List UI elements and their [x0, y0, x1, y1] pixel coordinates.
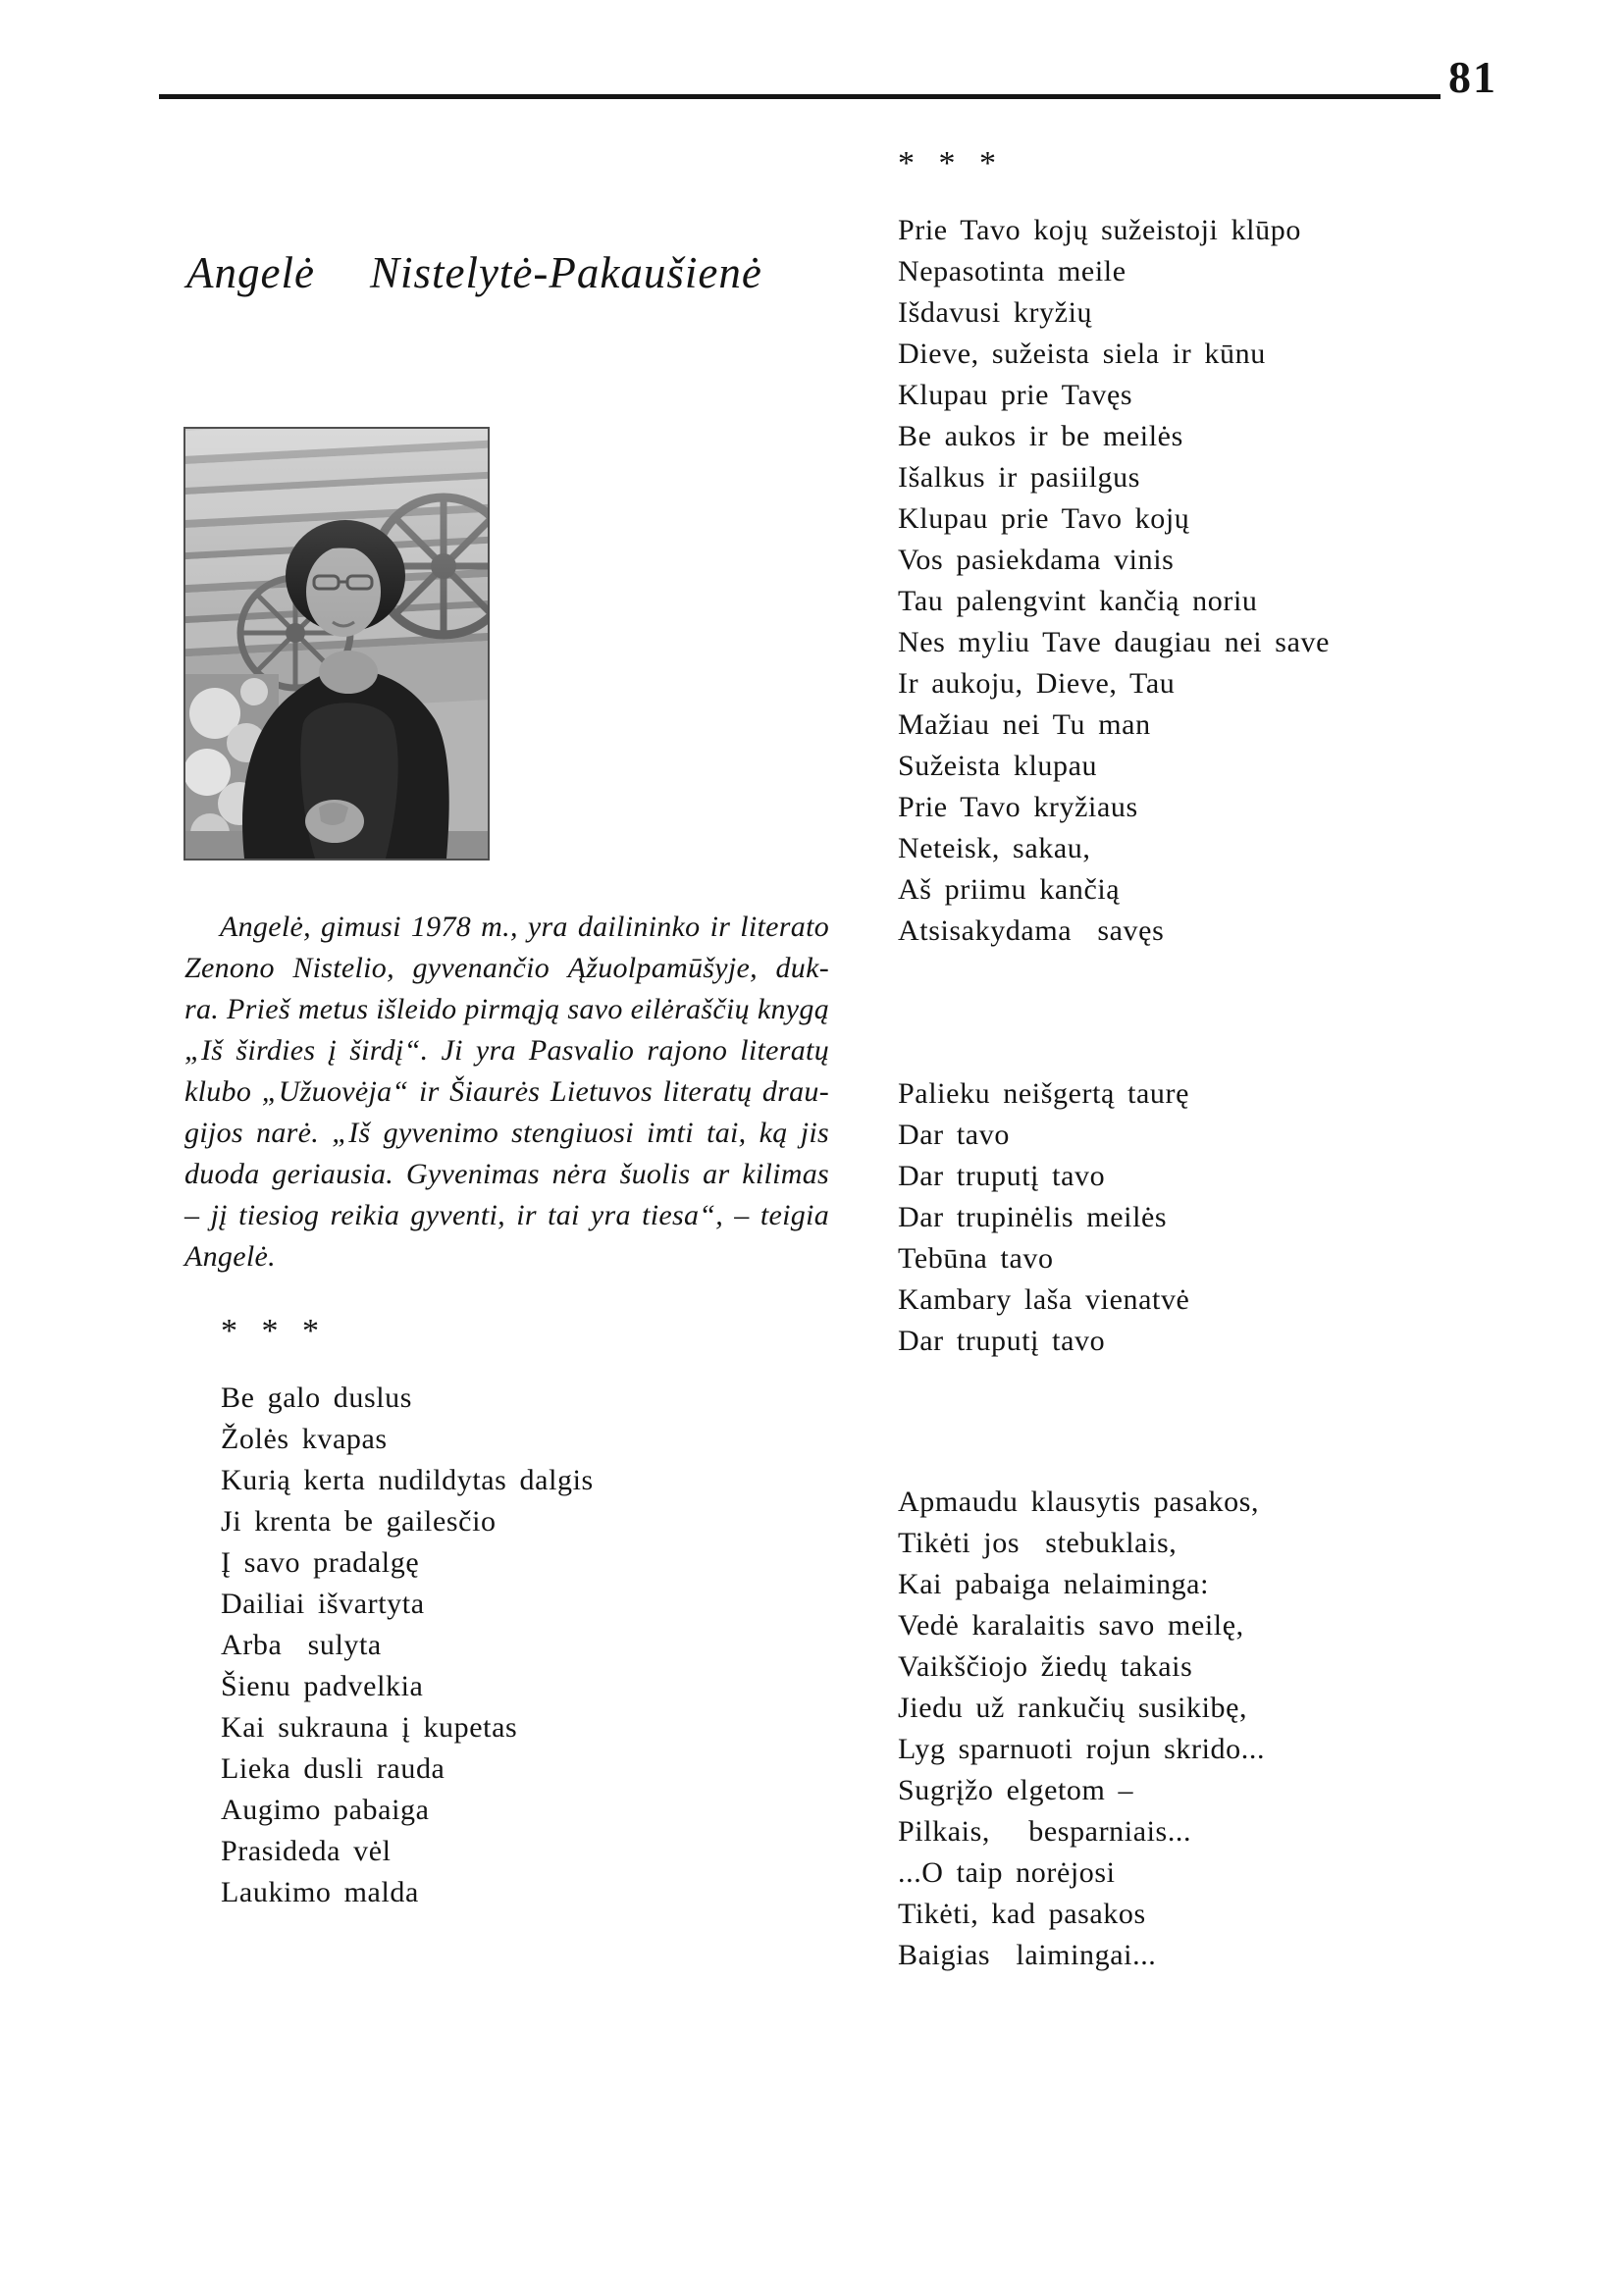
poem-line: Neteisk, sakau, — [898, 832, 1091, 864]
bio-line: ra. Prieš metus išleido pirmąją savo eilėraščių knygą — [184, 993, 829, 1025]
poem-line: Ir aukoju, Dieve, Tau — [898, 667, 1176, 700]
poem-line: Kai pabaiga nelaiminga: — [898, 1568, 1210, 1600]
bio-line: klubo „Užuovėja“ ir Šiaurės Lietuvos literatų drau- — [184, 1075, 829, 1108]
header-rule — [159, 94, 1441, 99]
author-last-name: Nistelytė-Pakaušienė — [369, 248, 762, 297]
poem-line: Dar trupinėlis meilės — [898, 1201, 1168, 1233]
poem-line: Tikėti jos stebuklais, — [898, 1527, 1178, 1559]
poem-line: Šienu padvelkia — [221, 1670, 424, 1702]
poem-line: Į savo pradalgę — [221, 1546, 420, 1579]
bio-line: Angelė, gimusi 1978 m., yra dailininko ir literato — [220, 911, 829, 943]
author-first-name: Angelė — [186, 248, 315, 297]
poem-line: Pilkais, besparniais... — [898, 1815, 1192, 1848]
bio-line: „Iš širdies į širdį“. Ji yra Pasvalio rajono literatų — [184, 1034, 829, 1067]
bio-line: – jį tiesiog reikia gyventi, ir tai yra tiesa“, – teigia — [184, 1199, 829, 1231]
poem-line: Arba sulyta — [221, 1629, 382, 1661]
poem-line: Žolės kvapas — [221, 1423, 388, 1455]
poem-line: Klupau prie Tavęs — [898, 379, 1133, 411]
author-title — [186, 247, 762, 298]
right-poem-stars: * * * — [898, 145, 1004, 182]
poem-line: Dailiai išvartyta — [221, 1588, 425, 1620]
poem-left — [221, 1378, 594, 1913]
poem-line: Laukimo malda — [221, 1876, 419, 1908]
poem-line: Baigias laimingai... — [898, 1939, 1157, 1971]
poem-line: Dar truputį tavo — [898, 1325, 1106, 1357]
poem-line: Augimo pabaiga — [221, 1794, 430, 1826]
poem-line: Dieve, sužeista siela ir kūnu — [898, 338, 1266, 370]
poem-line: Prie Tavo kojų sužeistoji klūpo — [898, 214, 1301, 246]
bio-line: gijos narė. „Iš gyvenimo stengiuosi imti tai, ką jis — [184, 1117, 829, 1149]
poem-line: Sugrįžo elgetom – — [898, 1774, 1134, 1806]
bio-line: duoda geriausia. Gyvenimas nėra šuolis ar kilimas — [184, 1158, 829, 1190]
bio-paragraph — [184, 907, 829, 1278]
poem-line: Nes myliu Tave daugiau nei save — [898, 626, 1331, 658]
poem-line: Kai sukrauna į kupetas — [221, 1711, 518, 1744]
poem-right-second — [898, 1073, 1189, 1362]
page-number: 81 — [1448, 52, 1497, 102]
author-photo-illustration — [185, 429, 488, 859]
poem-line: Vedė karalaitis savo meilę, — [898, 1609, 1244, 1642]
poem-line: Tikėti, kad pasakos — [898, 1898, 1146, 1930]
poem-line: Mažiau nei Tu man — [898, 708, 1151, 741]
poem-line: Palieku neišgertą taurę — [898, 1077, 1190, 1110]
poem-line: Atsisakydama savęs — [898, 914, 1165, 947]
poem-line: Be galo duslus — [221, 1382, 413, 1414]
bio-line: Zenono Nistelio, gyvenančio Ąžuolpamūšyje, duk- — [184, 952, 829, 984]
poem-line: Tau palengvint kančią noriu — [898, 585, 1258, 617]
poem-line: Jiedu už rankučių susikibę, — [898, 1692, 1248, 1724]
poem-line: Kurią kerta nudildytas dalgis — [221, 1464, 594, 1496]
poem-line: Dar truputį tavo — [898, 1160, 1106, 1192]
poem-right-first — [898, 210, 1330, 952]
bio-line: Angelė. — [184, 1240, 276, 1273]
poem-line: Išalkus ir pasiilgus — [898, 461, 1140, 494]
poem-line: Prie Tavo kryžiaus — [898, 791, 1138, 823]
poem-line: Išdavusi kryžių — [898, 296, 1093, 329]
poem-line: Vos pasiekdama vinis — [898, 544, 1175, 576]
poem-line: Nepasotinta meile — [898, 255, 1126, 287]
poem-line: Dar tavo — [898, 1119, 1010, 1151]
poem-line: Aš priimu kančią — [898, 873, 1121, 906]
poem-line: Apmaudu klausytis pasakos, — [898, 1486, 1260, 1518]
poem-line: Klupau prie Tavo kojų — [898, 502, 1190, 535]
poem-line: Kambary laša vienatvė — [898, 1283, 1190, 1316]
author-photo — [183, 427, 490, 861]
poem-line: Tebūna tavo — [898, 1242, 1054, 1275]
left-poem-stars: * * * — [221, 1313, 327, 1349]
poem-line: Be aukos ir be meilės — [898, 420, 1183, 452]
poem-line: Lyg sparnuoti rojun skrido... — [898, 1733, 1266, 1765]
poem-line: ...O taip norėjosi — [898, 1856, 1116, 1889]
poem-line: Vaikščiojo žiedų takais — [898, 1650, 1193, 1683]
poem-line: Lieka dusli rauda — [221, 1752, 445, 1785]
poem-line: Sužeista klupau — [898, 750, 1098, 782]
poem-right-third — [898, 1482, 1265, 1976]
poem-line: Ji krenta be gailesčio — [221, 1505, 497, 1538]
poem-line: Prasideda vėl — [221, 1835, 392, 1867]
